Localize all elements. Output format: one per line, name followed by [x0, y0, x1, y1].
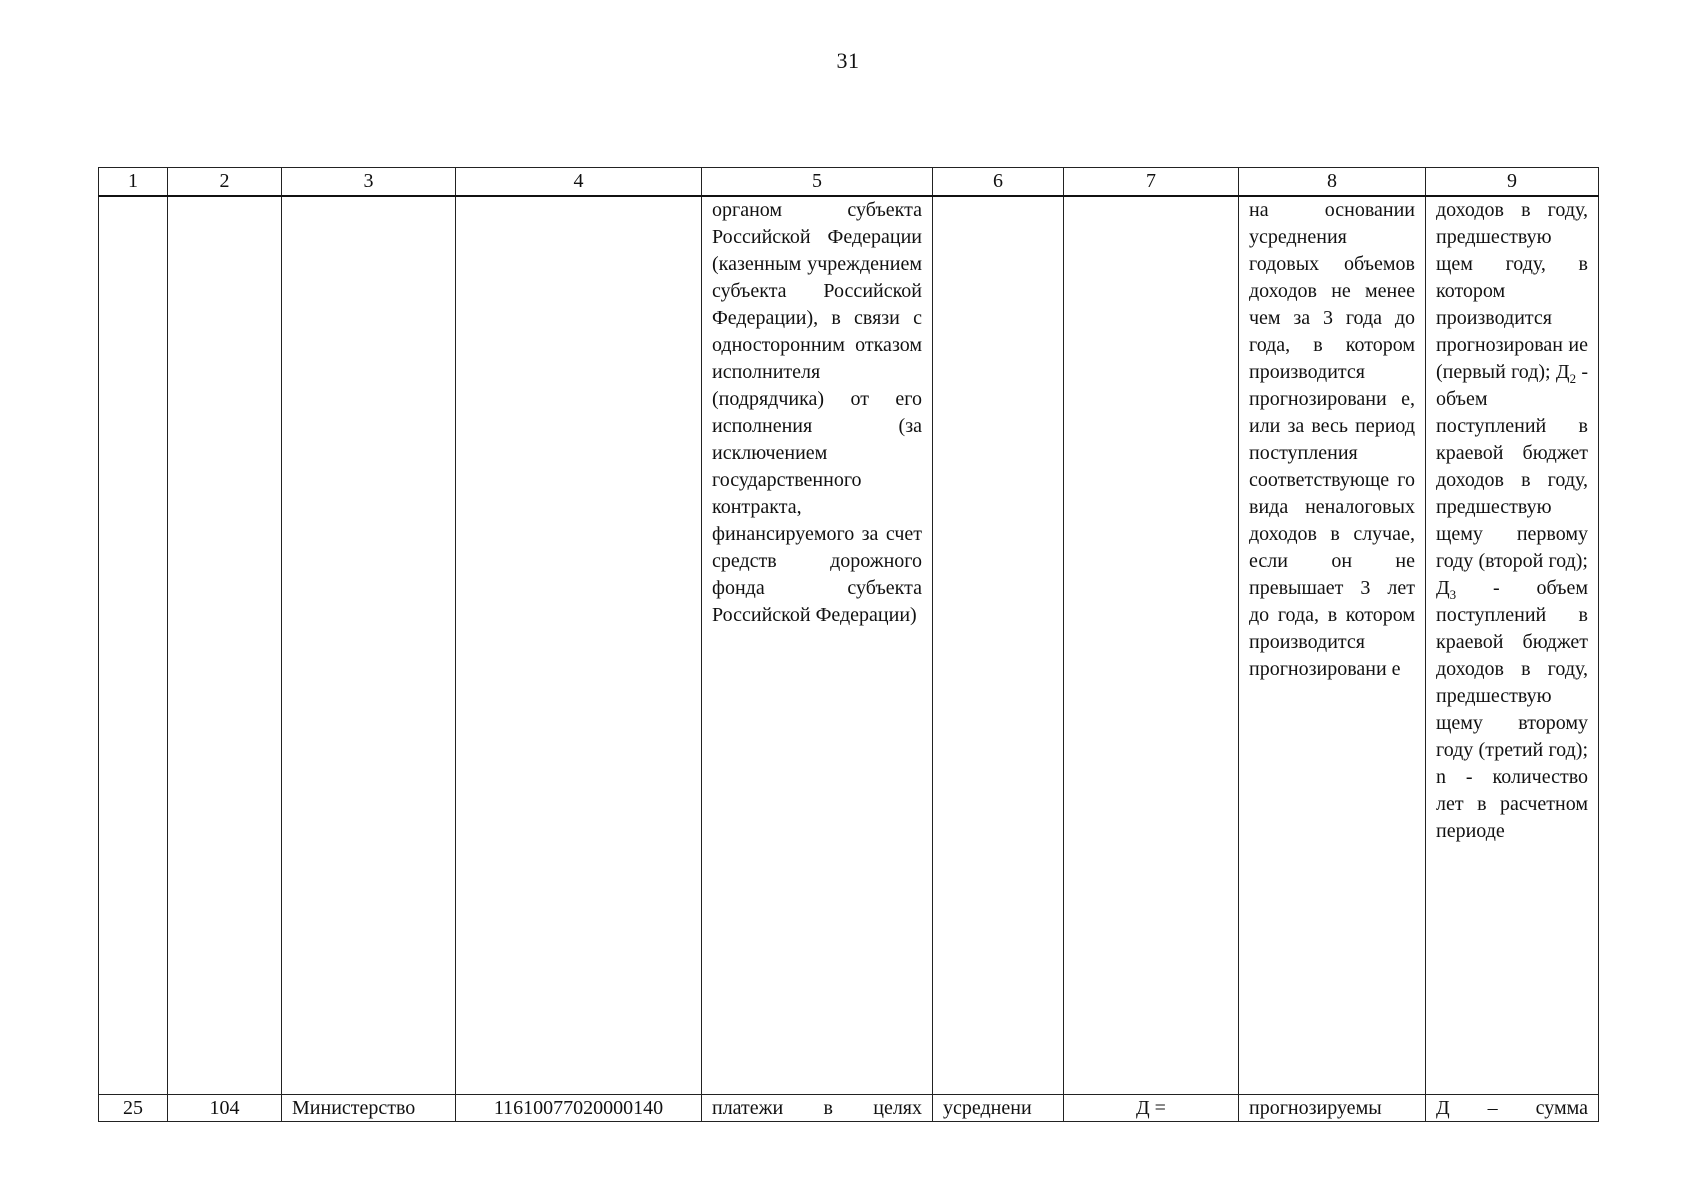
- col9-d3-text: - объем поступлений в краевой бюджет доходов в году, предшествую щему второму году (третий год);: [1436, 577, 1588, 761]
- formula-symbol-d2: $Д_2$: [1555, 361, 1577, 386]
- page-number: 31: [836, 48, 860, 73]
- row25-col-7: Д =: [1064, 1095, 1239, 1122]
- formula-symbol-d3: $Д_3$: [1436, 577, 1457, 602]
- header-col-1: 1: [99, 168, 168, 197]
- budget-revenue-table: [98, 167, 1599, 1122]
- row25-col-8: прогнозируемы: [1239, 1095, 1426, 1122]
- row25-col-9-word-1: Д: [1436, 1097, 1450, 1119]
- cell-col-3: [282, 196, 456, 1095]
- header-col-2: 2: [168, 168, 282, 197]
- row25-col-3: Министерство: [282, 1095, 456, 1122]
- cell-col-5-description: органом субъекта Российской Федерации (казенным учреждением субъекта Российской Федерации), в связи с односторонним отказом исполнителя (подрядчика) от его исполнения (за исключением государственного контракта, финансируемого за счет средств дорожного фонда субъекта Российской Федерации): [702, 196, 933, 1095]
- row25-col-9-word-2: –: [1487, 1097, 1498, 1119]
- header-col-3: 3: [282, 168, 456, 197]
- row25-col-1: 25: [99, 1095, 168, 1122]
- col9-n-text: n - количество лет в расчетном периоде: [1436, 766, 1588, 842]
- header-col-4: 4: [456, 168, 702, 197]
- table-row-continued: [99, 196, 1599, 1095]
- cell-col-4: [456, 196, 702, 1095]
- header-col-7: 7: [1064, 168, 1239, 197]
- header-col-5: 5: [702, 168, 933, 197]
- cell-col-2: [168, 196, 282, 1095]
- row25-col-6: усреднени: [933, 1095, 1064, 1122]
- cell-col-8-method: на основании усреднения годовых объемов доходов не менее чем за 3 года до года, в котором производится прогнозировани е, или за весь период поступления соответствующе го вида неналоговых доходов в случае, если он не превышает 3 лет до года, в котором производится прогнозировани е: [1239, 196, 1426, 1095]
- row25-col-2: 104: [168, 1095, 282, 1122]
- cell-col-9-parameters: [1426, 196, 1599, 1095]
- header-col-6: 6: [933, 168, 1064, 197]
- cell-col-6: [933, 196, 1064, 1095]
- row25-col-5: [702, 1095, 933, 1122]
- row25-col-5-word-2: в: [823, 1097, 833, 1119]
- row25-col-5-word-1: платежи: [712, 1097, 784, 1119]
- table-row-25: [99, 1095, 1599, 1122]
- col9-d2-text: - объем поступлений в краевой бюджет доходов в году, предшествую щему первому году (второй год);: [1436, 361, 1589, 572]
- col9-part1: доходов в году, предшествую щем году, в котором производится прогнозирован ие (первый год);: [1436, 199, 1588, 383]
- header-col-8: 8: [1239, 168, 1426, 197]
- cell-col-7: [1064, 196, 1239, 1095]
- row25-col-4: 11610077020000140: [456, 1095, 702, 1122]
- row25-col-9-word-3: сумма: [1535, 1097, 1588, 1119]
- row25-col-5-word-3: целях: [873, 1097, 922, 1119]
- header-col-9: 9: [1426, 168, 1599, 197]
- header-row: [99, 168, 1599, 197]
- row25-col-9: [1426, 1095, 1599, 1122]
- cell-col-1: [99, 196, 168, 1095]
